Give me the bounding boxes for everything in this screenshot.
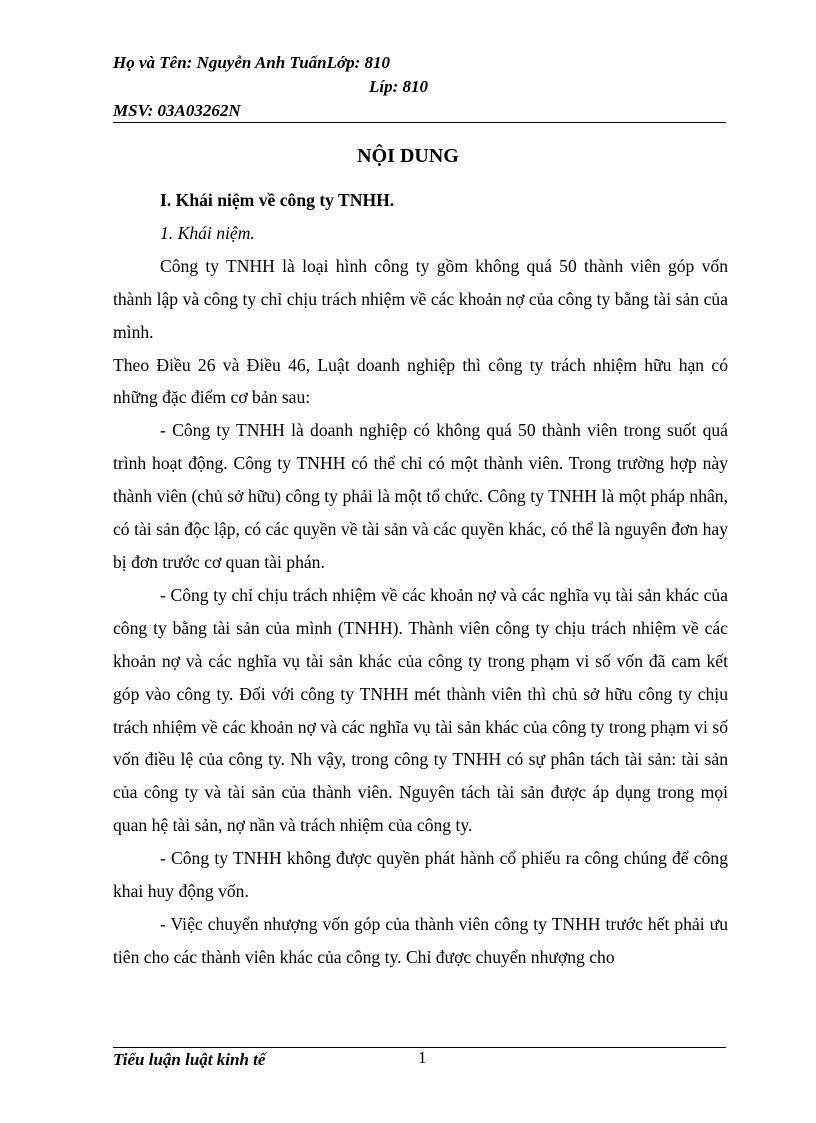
header-name-class: Họ và Tên: Nguyễn Anh TuấnLớp: 810 — [113, 53, 391, 72]
header-class: Líp: 810 — [369, 77, 429, 96]
paragraph: - Công ty TNHH không được quyền phát hành cổ phiếu ra công chúng để công khai huy động vốn. — [113, 848, 728, 902]
header-rule — [113, 122, 726, 123]
paragraph: Công ty TNHH là loại hình công ty gồm không quá 50 thành viên góp vốn thành lập và công ty chỉ chịu trách nhiệm về các khoản nợ của công ty bằng tài sản của mình. — [113, 255, 728, 342]
paragraph: - Việc chuyển nhượng vốn góp của thành viên công ty TNHH trước hết phải ưu tiên cho các thành viên khác của công ty. Chỉ được chuyển nhượng cho — [113, 913, 728, 967]
page-number: 1 — [418, 1048, 427, 1067]
document-body — [113, 184, 728, 974]
subsection-heading: 1. Khái niệm. — [160, 222, 255, 243]
header-student-id: MSV: 03A03262N — [113, 101, 241, 120]
section-heading: I. Khái niệm về công ty TNHH. — [160, 190, 395, 210]
footer-title: Tiểu luận luật kinh tế — [113, 1050, 266, 1069]
paragraph: - Công ty chỉ chịu trách nhiệm về các khoản nợ và các nghĩa vụ tài sản khác của công ty bằng tài sản của mình (TNHH). Thành viên công ty chịu trách nhiệm về các khoản nợ và các nghĩa vụ tài sản khác của công ty trong phạm vi số vốn đã cam kết góp vào công ty. Đối với công ty TNHH mét thành viên thì chủ sở hữu công ty chịu trách nhiệm về các khoản nợ và các nghĩa vụ tài sản khác của công ty trong phạm vi số vốn điều lệ của công ty. Nh vậy, trong công ty TNHH có sự phân tách tài sản: tài sản của công ty và tài sản của thành viên. Nguyên tách tài sản được áp dụng trong mọi quan hệ tài sản, nợ nần và trách nhiệm của công ty. — [113, 584, 728, 836]
page-title: NỘI DUNG — [357, 145, 459, 167]
paragraph: Theo Điều 26 và Điều 46, Luật doanh nghiệp thì công ty trách nhiệm hữu hạn có những đặc điểm cơ bản sau: — [113, 354, 728, 408]
paragraph: - Công ty TNHH là doanh nghiệp có không quá 50 thành viên trong suốt quá trình hoạt động. Công ty TNHH có thể chỉ có một thành viên. Trong trường hợp này thành viên (chủ sở hữu) công ty phải là một tổ chức. Công ty TNHH là một pháp nhân, có tài sản độc lập, có các quyền về tài sản và các quyền khác, có thể là nguyên đơn hay bị đơn trước cơ quan tài phán. — [113, 420, 728, 572]
